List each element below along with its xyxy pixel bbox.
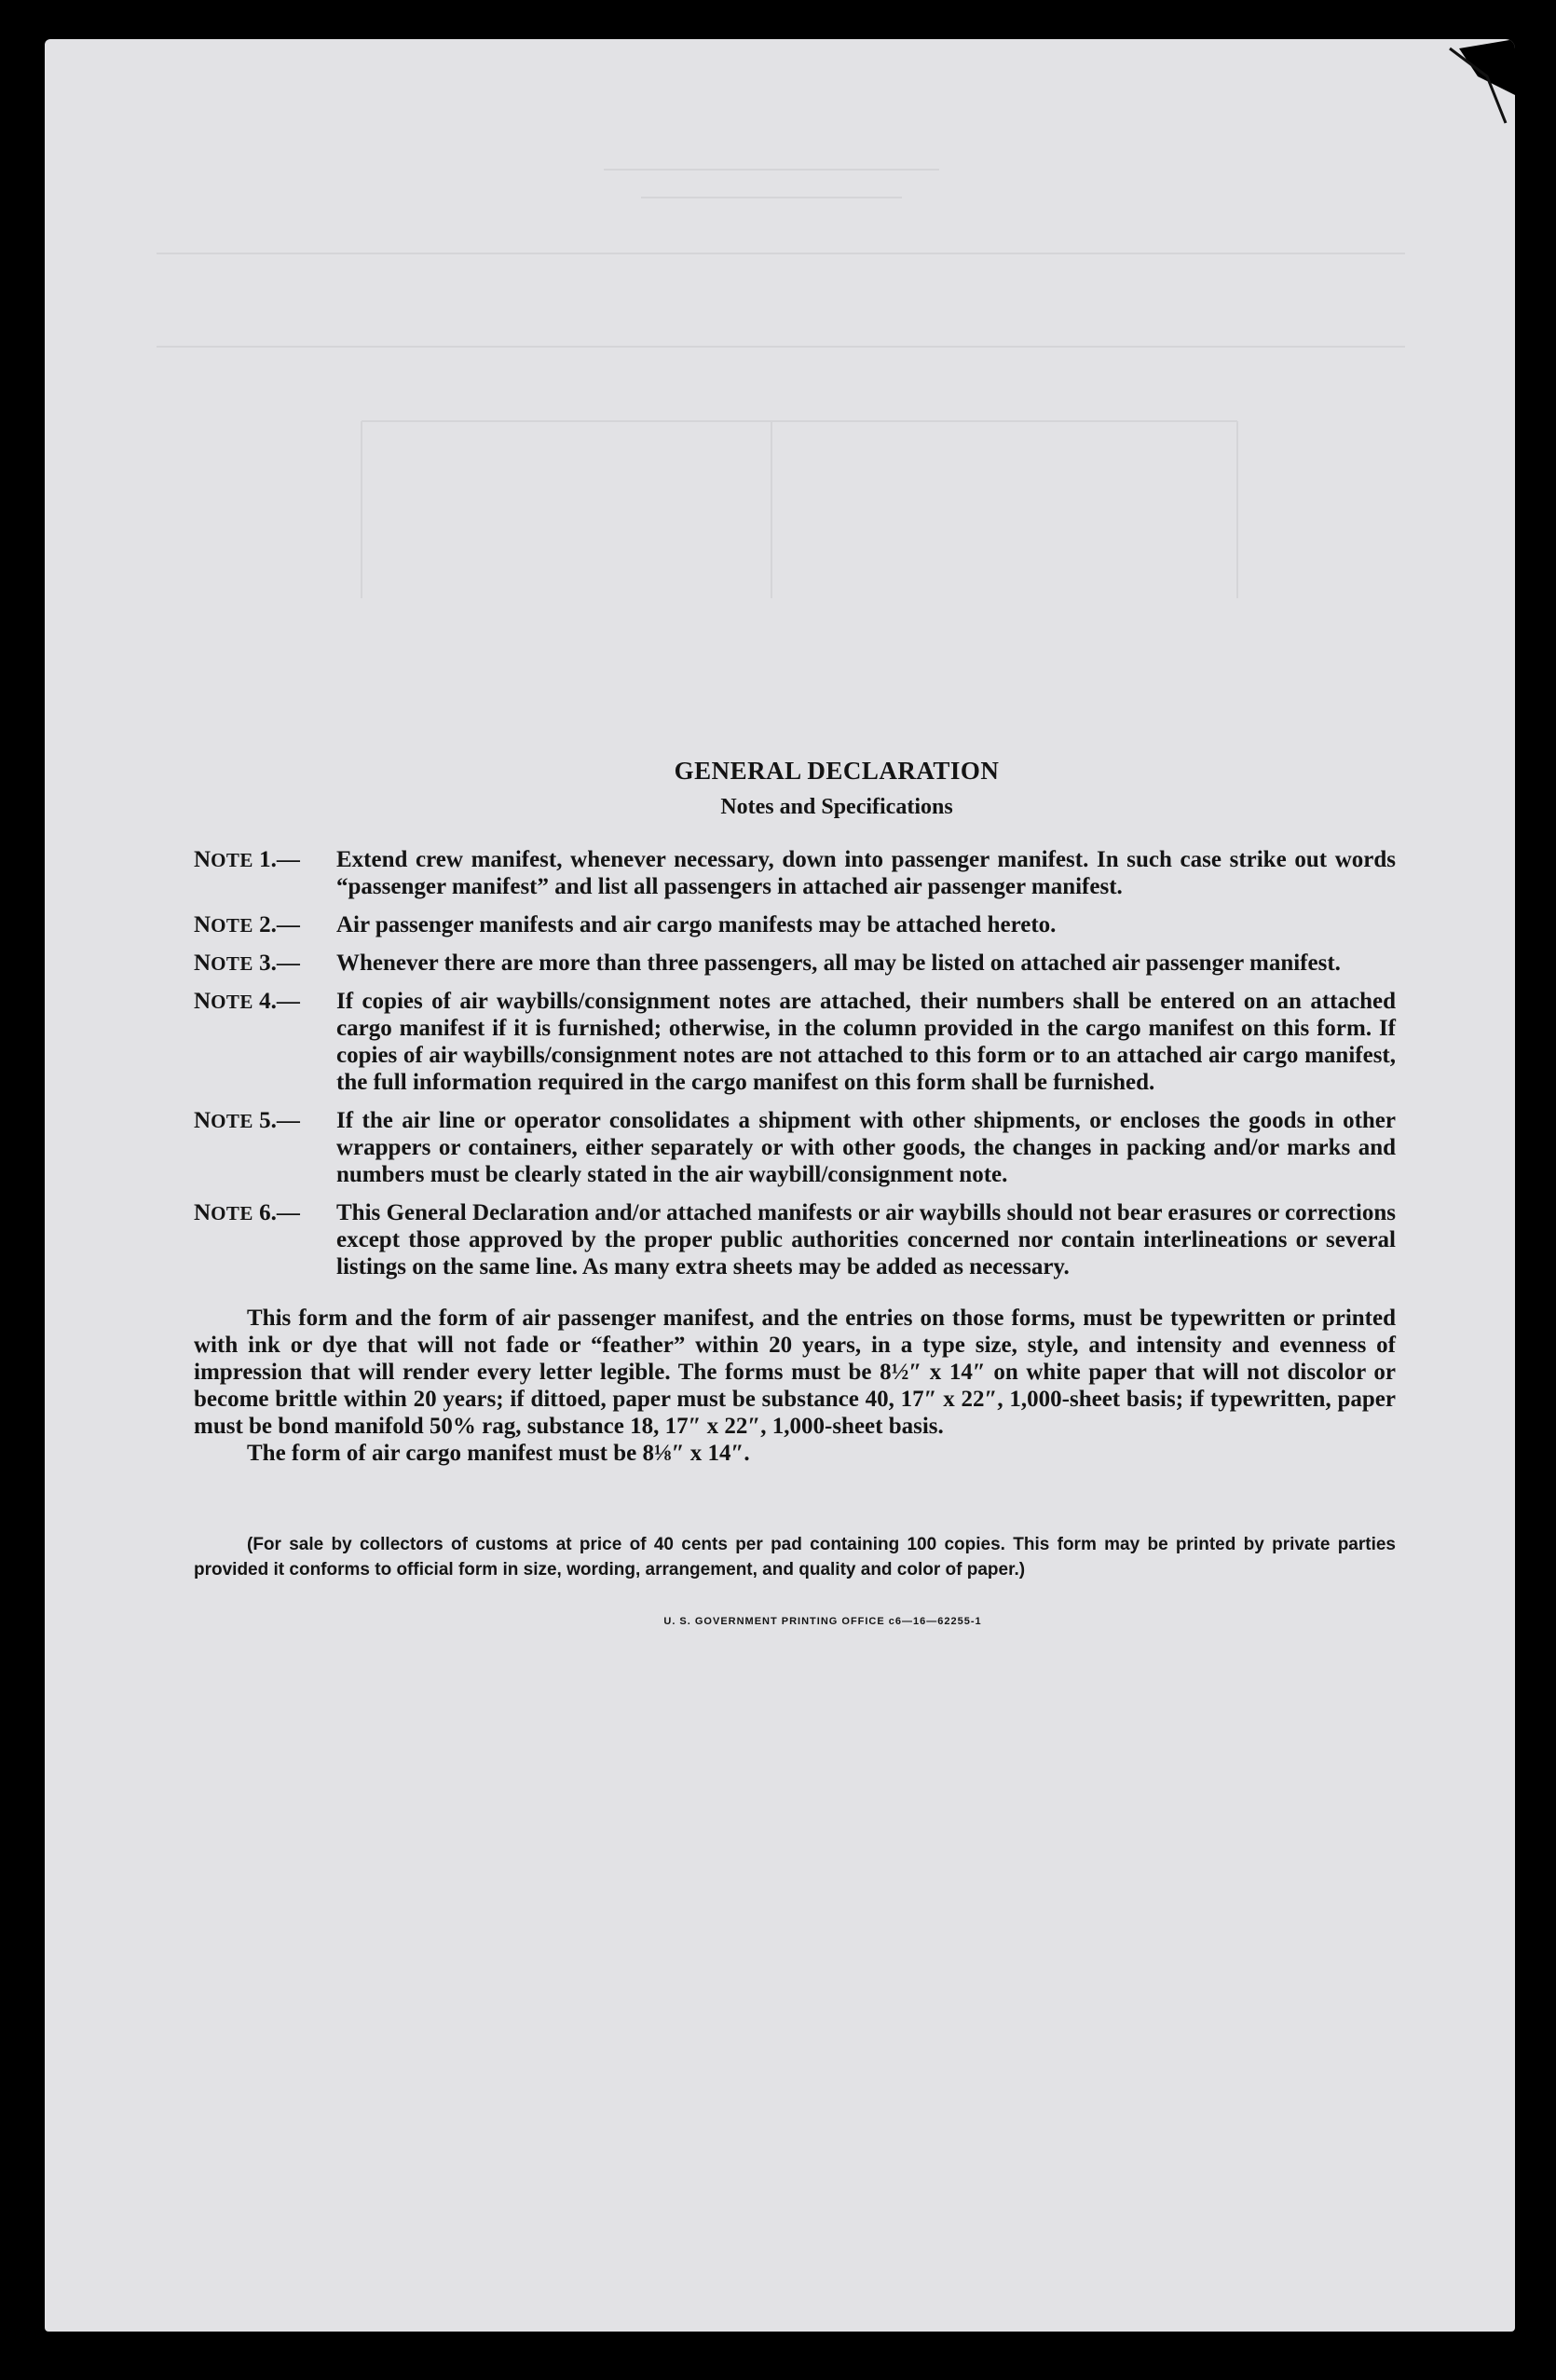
declaration-content	[194, 757, 1396, 1627]
printer-imprint: U. S. GOVERNMENT PRINTING OFFICE c6—16—62255-1	[663, 1616, 982, 1627]
note-label: NOTE 2.—	[194, 912, 300, 937]
show-through-ghost-form	[119, 114, 1442, 636]
note-label: NOTE 6.—	[194, 1200, 300, 1225]
note-text: Whenever there are more than three passengers, all may be listed on attached air passenger manifest.	[336, 951, 1341, 976]
note-text: Extend crew manifest, whenever necessary, down into passenger manifest. In such case strike out words “passenger manifest” and list all passengers in attached air passenger manifest.	[336, 847, 1396, 899]
note-label: NOTE 3.—	[194, 951, 300, 976]
note-4	[194, 988, 1396, 1096]
torn-corner	[1366, 39, 1515, 188]
note-label: NOTE 1.—	[194, 847, 300, 872]
note-6	[194, 1199, 1396, 1280]
note-5	[194, 1107, 1396, 1188]
cargo-size-line: The form of air cargo manifest must be 8⅛″ x 14″.	[247, 1441, 750, 1466]
note-text: If copies of air waybills/consignment notes are attached, their numbers shall be entered on an attached cargo manifest if it is furnished; otherwise, in the column provided in the cargo manifest on this form. If copies of air waybills/consignment notes are not attached to this form or to an attached air cargo manifest, the full information required in the cargo manifest on this form shall be furnished.	[336, 989, 1396, 1095]
note-text: This General Declaration and/or attached manifests or air waybills should not bear erasures or corrections except those approved by the proper public authorities concerned nor contain interlineations or several listings on the same line. As many extra sheets may be added as necessary.	[336, 1200, 1396, 1279]
note-label: NOTE 5.—	[194, 1108, 300, 1133]
sale-note: (For sale by collectors of customs at price of 40 cents per pad containing 100 copies. This form may be printed by private parties provided it conforms to official form in size, wording, arrangement, and quality and color of paper.)	[194, 1535, 1396, 1580]
note-3	[194, 950, 1396, 977]
document-page	[45, 39, 1515, 2332]
note-text: Air passenger manifests and air cargo manifests may be attached hereto.	[336, 912, 1057, 937]
page-subtitle: Notes and Specifications	[720, 795, 953, 819]
note-text: If the air line or operator consolidates a shipment with other shipments, or encloses the goods in other wrappers or containers, either separately or with other goods, the changes in packing and/or marks and numbers must be clearly stated in the air waybill/consignment note.	[336, 1108, 1396, 1187]
page-title: GENERAL DECLARATION	[674, 757, 1000, 785]
specifications-paragraph: This form and the form of air passenger manifest, and the entries on those forms, must be typewritten or printed with ink or dye that will not fade or “feather” within 20 years, in a type size, style, and intensity and evenness of impression that will render every letter legible. The forms must be 8½″ x 14″ on white paper that will not discolor or become brittle within 20 years; if dittoed, paper must be substance 40, 17″ x 22″, 1,000-sheet basis; if typewritten, paper must be bond manifold 50% rag, substance 18, 17″ x 22″, 1,000-sheet basis.	[194, 1306, 1396, 1439]
note-1	[194, 846, 1396, 900]
note-label: NOTE 4.—	[194, 989, 300, 1014]
note-2	[194, 911, 1396, 938]
